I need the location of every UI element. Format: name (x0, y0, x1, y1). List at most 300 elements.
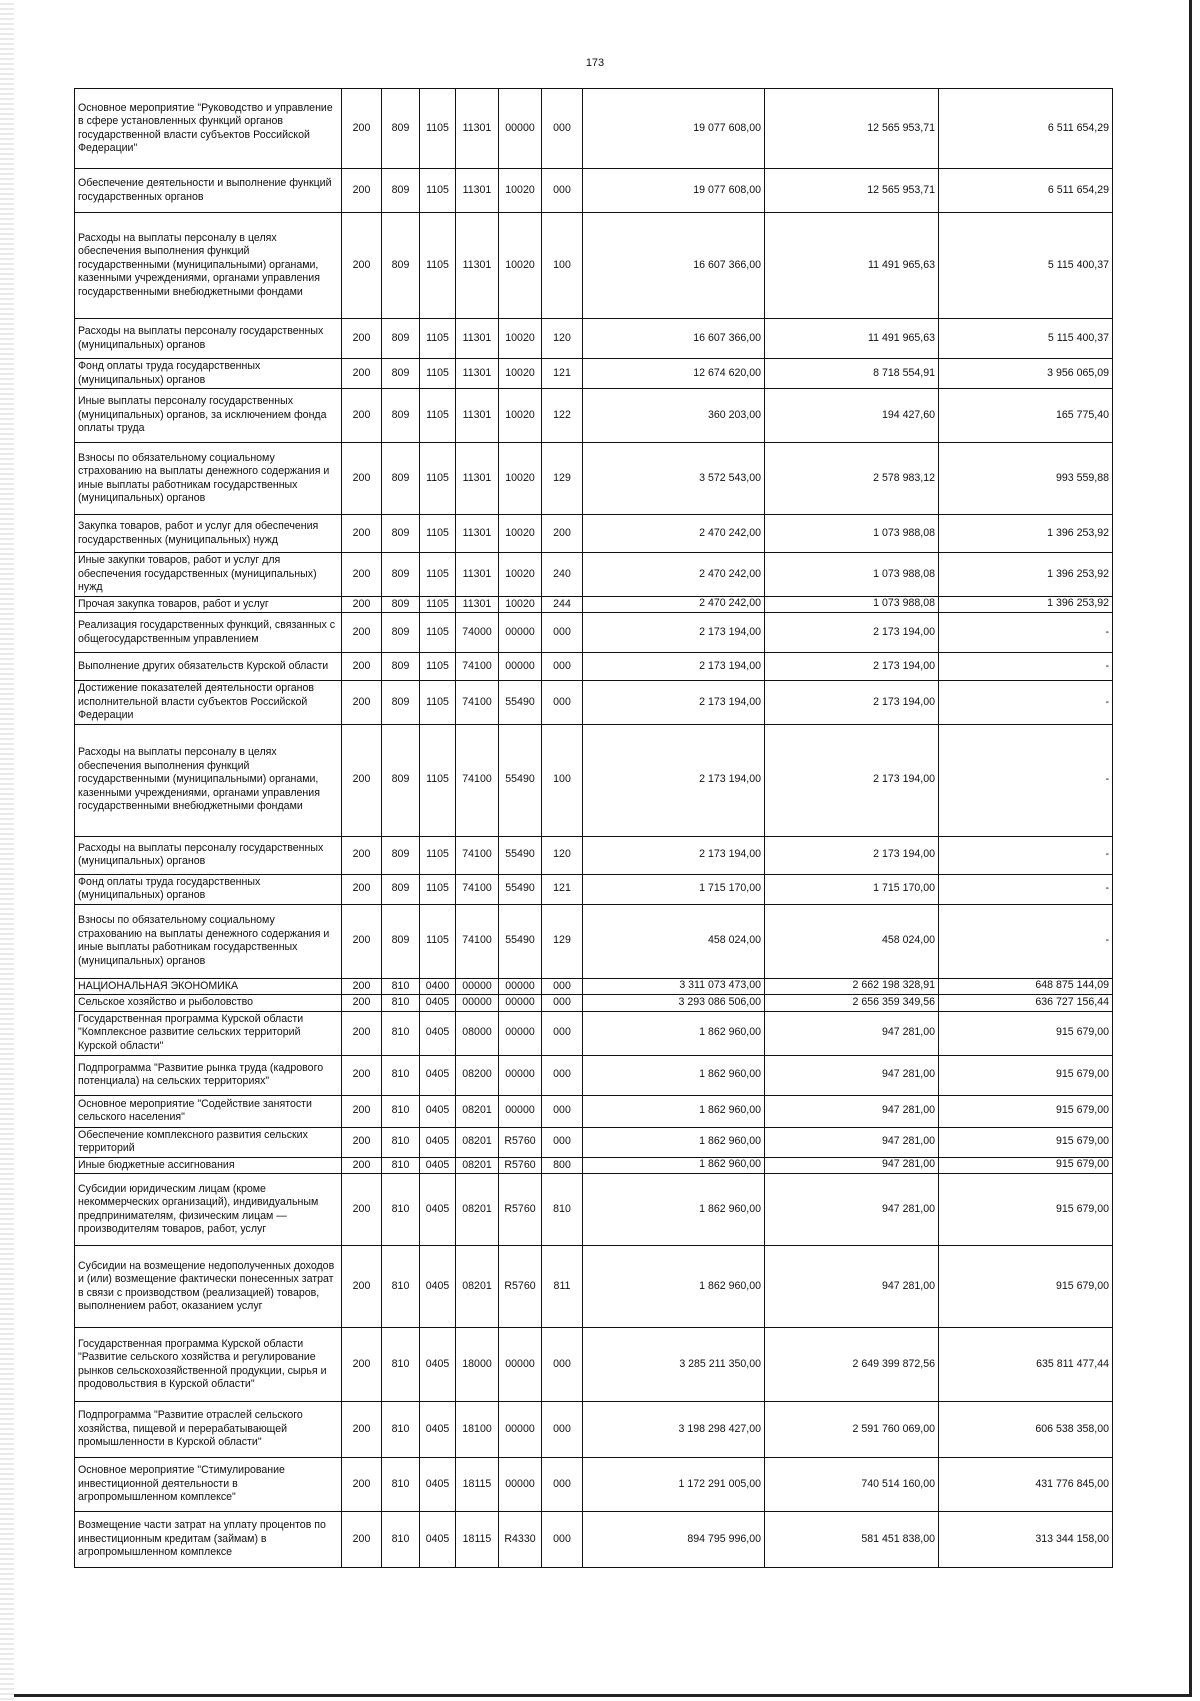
amount-executed: 947 281,00 (765, 1174, 939, 1246)
amount-plan: 2 173 194,00 (583, 653, 765, 681)
code-direction: 10020 (499, 596, 542, 613)
code-ministry: 809 (382, 515, 420, 553)
amount-executed: 1 715 170,00 (765, 874, 939, 904)
amount-plan: 19 077 608,00 (583, 89, 765, 169)
amount-remaining: 431 776 845,00 (939, 1458, 1113, 1512)
row-description: Выполнение других обязательств Курской области (75, 653, 342, 681)
amount-executed: 581 451 838,00 (765, 1512, 939, 1568)
amount-executed: 2 649 399 872,56 (765, 1328, 939, 1402)
amount-remaining: 915 679,00 (939, 1127, 1113, 1157)
amount-executed: 8 718 554,91 (765, 359, 939, 389)
code-expense-type: 240 (542, 553, 583, 597)
code-direction: R4330 (499, 1512, 542, 1568)
code-admin: 200 (342, 724, 382, 836)
amount-executed: 740 514 160,00 (765, 1458, 939, 1512)
code-ministry: 810 (382, 978, 420, 995)
row-description: Расходы на выплаты персоналу государственных (муниципальных) органов (75, 319, 342, 359)
code-expense-type: 129 (542, 443, 583, 515)
code-ministry: 809 (382, 359, 420, 389)
code-section: 1105 (420, 213, 456, 319)
code-section: 1105 (420, 874, 456, 904)
code-section: 0405 (420, 1174, 456, 1246)
row-description: Субсидии на возмещение недополученных доходов и (или) возмещение фактически понесенных затрат в связи с производством (реализацией) товаров, выполнением работ, оказанием услуг (75, 1246, 342, 1328)
budget-table (74, 88, 1113, 1568)
code-section: 0405 (420, 1246, 456, 1328)
amount-executed: 2 662 198 328,91 (765, 978, 939, 995)
table-row (75, 359, 1113, 389)
code-admin: 200 (342, 653, 382, 681)
code-ministry: 809 (382, 874, 420, 904)
code-program: 00000 (456, 978, 499, 995)
amount-executed: 2 173 194,00 (765, 681, 939, 725)
code-program: 11301 (456, 169, 499, 213)
code-admin: 200 (342, 596, 382, 613)
code-ministry: 809 (382, 613, 420, 653)
row-description: Расходы на выплаты персоналу в целях обеспечения выполнения функций государственными (муниципальными) органами, казенными учреждениями, органами управления государственными внебюджетными фондами (75, 213, 342, 319)
row-description: Взносы по обязательному социальному страхованию на выплаты денежного содержания и иные выплаты работникам государственных (муниципальных) органов (75, 904, 342, 978)
code-expense-type: 000 (542, 169, 583, 213)
row-description: Иные выплаты персоналу государственных (муниципальных) органов, за исключением фонда оплаты труда (75, 389, 342, 443)
table-row (75, 874, 1113, 904)
code-admin: 200 (342, 1011, 382, 1055)
amount-remaining: 993 559,88 (939, 443, 1113, 515)
table-row (75, 995, 1113, 1012)
amount-executed: 2 591 760 069,00 (765, 1402, 939, 1458)
amount-remaining: 915 679,00 (939, 1246, 1113, 1328)
code-section: 0405 (420, 995, 456, 1012)
code-expense-type: 000 (542, 1328, 583, 1402)
table-row (75, 1011, 1113, 1055)
amount-plan: 360 203,00 (583, 389, 765, 443)
code-direction: 55490 (499, 724, 542, 836)
code-program: 74100 (456, 904, 499, 978)
code-section: 0405 (420, 1055, 456, 1095)
code-expense-type: 121 (542, 874, 583, 904)
code-ministry: 810 (382, 1011, 420, 1055)
code-admin: 200 (342, 874, 382, 904)
table-row (75, 978, 1113, 995)
amount-remaining: - (939, 724, 1113, 836)
amount-remaining: - (939, 613, 1113, 653)
code-program: 08201 (456, 1127, 499, 1157)
amount-remaining: 3 956 065,09 (939, 359, 1113, 389)
code-direction: 00000 (499, 978, 542, 995)
code-ministry: 810 (382, 1246, 420, 1328)
code-program: 08201 (456, 1095, 499, 1127)
amount-executed: 947 281,00 (765, 1246, 939, 1328)
code-section: 0405 (420, 1402, 456, 1458)
code-program: 11301 (456, 89, 499, 169)
code-admin: 200 (342, 1512, 382, 1568)
code-ministry: 810 (382, 1157, 420, 1174)
code-admin: 200 (342, 1402, 382, 1458)
table-row (75, 596, 1113, 613)
amount-plan: 16 607 366,00 (583, 213, 765, 319)
amount-plan: 3 311 073 473,00 (583, 978, 765, 995)
row-description: Закупка товаров, работ и услуг для обеспечения государственных (муниципальных) нужд (75, 515, 342, 553)
code-direction: 55490 (499, 904, 542, 978)
code-expense-type: 000 (542, 653, 583, 681)
code-program: 11301 (456, 596, 499, 613)
code-program: 11301 (456, 319, 499, 359)
code-direction: 10020 (499, 515, 542, 553)
code-admin: 200 (342, 1095, 382, 1127)
amount-executed: 2 173 194,00 (765, 724, 939, 836)
amount-remaining: 606 538 358,00 (939, 1402, 1113, 1458)
code-program: 08201 (456, 1246, 499, 1328)
amount-executed: 11 491 965,63 (765, 213, 939, 319)
row-description: Основное мероприятие "Стимулирование инвестиционной деятельности в агропромышленном комплексе" (75, 1458, 342, 1512)
amount-executed: 2 173 194,00 (765, 836, 939, 874)
code-program: 11301 (456, 515, 499, 553)
code-section: 1105 (420, 904, 456, 978)
amount-executed: 947 281,00 (765, 1095, 939, 1127)
amount-executed: 458 024,00 (765, 904, 939, 978)
code-expense-type: 244 (542, 596, 583, 613)
code-direction: R5760 (499, 1157, 542, 1174)
amount-executed: 12 565 953,71 (765, 89, 939, 169)
code-section: 0405 (420, 1512, 456, 1568)
table-row (75, 169, 1113, 213)
code-ministry: 809 (382, 904, 420, 978)
amount-remaining: 915 679,00 (939, 1174, 1113, 1246)
code-program: 18000 (456, 1328, 499, 1402)
code-section: 1105 (420, 596, 456, 613)
code-direction: 10020 (499, 389, 542, 443)
code-direction: 00000 (499, 1328, 542, 1402)
amount-remaining: 915 679,00 (939, 1011, 1113, 1055)
amount-plan: 3 285 211 350,00 (583, 1328, 765, 1402)
code-admin: 200 (342, 681, 382, 725)
code-admin: 200 (342, 978, 382, 995)
amount-executed: 2 578 983,12 (765, 443, 939, 515)
amount-plan: 16 607 366,00 (583, 319, 765, 359)
code-direction: 10020 (499, 319, 542, 359)
amount-remaining: - (939, 874, 1113, 904)
row-description: Фонд оплаты труда государственных (муниципальных) органов (75, 359, 342, 389)
code-program: 18115 (456, 1512, 499, 1568)
code-expense-type: 100 (542, 724, 583, 836)
amount-remaining: - (939, 681, 1113, 725)
table-row (75, 681, 1113, 725)
code-admin: 200 (342, 836, 382, 874)
table-row (75, 1174, 1113, 1246)
table-row (75, 389, 1113, 443)
code-section: 0405 (420, 1127, 456, 1157)
code-direction: 00000 (499, 653, 542, 681)
code-admin: 200 (342, 319, 382, 359)
code-admin: 200 (342, 89, 382, 169)
amount-remaining: - (939, 904, 1113, 978)
code-expense-type: 811 (542, 1246, 583, 1328)
code-section: 1105 (420, 319, 456, 359)
code-program: 08201 (456, 1174, 499, 1246)
row-description: Иные закупки товаров, работ и услуг для обеспечения государственных (муниципальных) нужд (75, 553, 342, 597)
code-direction: 00000 (499, 1011, 542, 1055)
code-admin: 200 (342, 995, 382, 1012)
amount-remaining: 915 679,00 (939, 1095, 1113, 1127)
amount-remaining: 5 115 400,37 (939, 319, 1113, 359)
code-section: 1105 (420, 89, 456, 169)
amount-plan: 1 862 960,00 (583, 1246, 765, 1328)
code-direction: 10020 (499, 359, 542, 389)
table-row (75, 553, 1113, 597)
row-description: НАЦИОНАЛЬНАЯ ЭКОНОМИКА (75, 978, 342, 995)
table-row (75, 1095, 1113, 1127)
code-direction: 00000 (499, 613, 542, 653)
code-section: 1105 (420, 613, 456, 653)
code-expense-type: 200 (542, 515, 583, 553)
code-direction: 55490 (499, 681, 542, 725)
scan-left-edge (0, 0, 14, 1701)
amount-plan: 894 795 996,00 (583, 1512, 765, 1568)
amount-plan: 2 173 194,00 (583, 836, 765, 874)
code-expense-type: 129 (542, 904, 583, 978)
row-description: Достижение показателей деятельности органов исполнительной власти субъектов Российской Федерации (75, 681, 342, 725)
code-ministry: 809 (382, 389, 420, 443)
code-expense-type: 810 (542, 1174, 583, 1246)
amount-executed: 11 491 965,63 (765, 319, 939, 359)
amount-remaining: 1 396 253,92 (939, 596, 1113, 613)
row-description: Подпрограмма "Развитие отраслей сельского хозяйства, пищевой и перерабатывающей промышленности в Курской области" (75, 1402, 342, 1458)
code-section: 1105 (420, 653, 456, 681)
code-ministry: 809 (382, 596, 420, 613)
amount-plan: 3 293 086 506,00 (583, 995, 765, 1012)
amount-executed: 1 073 988,08 (765, 596, 939, 613)
amount-executed: 1 073 988,08 (765, 515, 939, 553)
amount-plan: 1 715 170,00 (583, 874, 765, 904)
code-program: 18100 (456, 1402, 499, 1458)
code-program: 74000 (456, 613, 499, 653)
code-direction: 00000 (499, 89, 542, 169)
code-expense-type: 000 (542, 978, 583, 995)
code-program: 00000 (456, 995, 499, 1012)
code-program: 74100 (456, 724, 499, 836)
page-number: 173 (585, 57, 605, 69)
code-section: 0400 (420, 978, 456, 995)
amount-plan: 2 470 242,00 (583, 515, 765, 553)
code-admin: 200 (342, 904, 382, 978)
code-section: 0405 (420, 1011, 456, 1055)
code-ministry: 809 (382, 443, 420, 515)
amount-plan: 1 862 960,00 (583, 1055, 765, 1095)
table-body (75, 89, 1113, 1568)
code-ministry: 809 (382, 836, 420, 874)
table-row (75, 1157, 1113, 1174)
amount-plan: 2 470 242,00 (583, 596, 765, 613)
row-description: Реализация государственных функций, связанных с общегосударственным управлением (75, 613, 342, 653)
amount-remaining: 1 396 253,92 (939, 553, 1113, 597)
code-direction: 00000 (499, 1458, 542, 1512)
code-program: 08201 (456, 1157, 499, 1174)
code-section: 1105 (420, 443, 456, 515)
code-expense-type: 120 (542, 319, 583, 359)
amount-remaining: 915 679,00 (939, 1157, 1113, 1174)
row-description: Субсидии юридическим лицам (кроме некоммерческих организаций), индивидуальным предпринимателям, физическим лицам — производителям товаров, работ, услуг (75, 1174, 342, 1246)
code-admin: 200 (342, 613, 382, 653)
code-ministry: 810 (382, 1402, 420, 1458)
table-row (75, 1127, 1113, 1157)
table-row (75, 89, 1113, 169)
table-row (75, 515, 1113, 553)
code-section: 1105 (420, 515, 456, 553)
code-admin: 200 (342, 389, 382, 443)
code-direction: 10020 (499, 169, 542, 213)
code-ministry: 809 (382, 724, 420, 836)
code-program: 18115 (456, 1458, 499, 1512)
code-ministry: 809 (382, 169, 420, 213)
amount-remaining: 165 775,40 (939, 389, 1113, 443)
amount-plan: 1 862 960,00 (583, 1011, 765, 1055)
code-program: 11301 (456, 443, 499, 515)
code-program: 74100 (456, 653, 499, 681)
code-direction: R5760 (499, 1174, 542, 1246)
amount-executed: 12 565 953,71 (765, 169, 939, 213)
code-section: 0405 (420, 1095, 456, 1127)
amount-executed: 2 173 194,00 (765, 613, 939, 653)
row-description: Прочая закупка товаров, работ и услуг (75, 596, 342, 613)
code-ministry: 810 (382, 1055, 420, 1095)
code-program: 11301 (456, 553, 499, 597)
code-section: 1105 (420, 169, 456, 213)
row-description: Основное мероприятие "Содействие занятости сельского населения" (75, 1095, 342, 1127)
amount-executed: 947 281,00 (765, 1157, 939, 1174)
code-direction: 10020 (499, 443, 542, 515)
row-description: Основное мероприятие "Руководство и управление в сфере установленных функций органов государственной власти субъектов Российской Федерации" (75, 89, 342, 169)
amount-plan: 1 862 960,00 (583, 1127, 765, 1157)
code-ministry: 809 (382, 681, 420, 725)
code-program: 11301 (456, 359, 499, 389)
code-admin: 200 (342, 359, 382, 389)
code-ministry: 810 (382, 1512, 420, 1568)
code-expense-type: 000 (542, 1011, 583, 1055)
table-row (75, 1458, 1113, 1512)
code-direction: 00000 (499, 1095, 542, 1127)
code-admin: 200 (342, 169, 382, 213)
amount-plan: 19 077 608,00 (583, 169, 765, 213)
amount-remaining: 6 511 654,29 (939, 169, 1113, 213)
code-expense-type: 120 (542, 836, 583, 874)
amount-plan: 1 862 960,00 (583, 1095, 765, 1127)
code-admin: 200 (342, 1458, 382, 1512)
code-ministry: 810 (382, 1127, 420, 1157)
amount-executed: 947 281,00 (765, 1127, 939, 1157)
code-ministry: 809 (382, 653, 420, 681)
table-row (75, 836, 1113, 874)
row-description: Государственная программа Курской области "Комплексное развитие сельских территорий Курской области" (75, 1011, 342, 1055)
code-expense-type: 000 (542, 1055, 583, 1095)
code-section: 0405 (420, 1328, 456, 1402)
code-ministry: 810 (382, 1095, 420, 1127)
row-description: Иные бюджетные ассигнования (75, 1157, 342, 1174)
code-expense-type: 000 (542, 1458, 583, 1512)
code-expense-type: 000 (542, 89, 583, 169)
table-row (75, 1328, 1113, 1402)
amount-remaining: 6 511 654,29 (939, 89, 1113, 169)
code-expense-type: 000 (542, 1095, 583, 1127)
code-program: 11301 (456, 213, 499, 319)
amount-remaining: 915 679,00 (939, 1055, 1113, 1095)
code-program: 08200 (456, 1055, 499, 1095)
code-admin: 200 (342, 1127, 382, 1157)
code-section: 1105 (420, 389, 456, 443)
code-ministry: 809 (382, 319, 420, 359)
code-direction: R5760 (499, 1246, 542, 1328)
row-description: Обеспечение комплексного развития сельских территорий (75, 1127, 342, 1157)
code-expense-type: 122 (542, 389, 583, 443)
code-ministry: 809 (382, 213, 420, 319)
code-program: 74100 (456, 681, 499, 725)
code-ministry: 809 (382, 89, 420, 169)
row-description: Фонд оплаты труда государственных (муниципальных) органов (75, 874, 342, 904)
amount-executed: 194 427,60 (765, 389, 939, 443)
row-description: Расходы на выплаты персоналу государственных (муниципальных) органов (75, 836, 342, 874)
table-row (75, 613, 1113, 653)
row-description: Взносы по обязательному социальному страхованию на выплаты денежного содержания и иные выплаты работникам государственных (муниципальных) органов (75, 443, 342, 515)
amount-plan: 1 172 291 005,00 (583, 1458, 765, 1512)
amount-remaining: 1 396 253,92 (939, 515, 1113, 553)
amount-remaining: 648 875 144,09 (939, 978, 1113, 995)
table-row (75, 724, 1113, 836)
amount-remaining: - (939, 653, 1113, 681)
amount-executed: 947 281,00 (765, 1011, 939, 1055)
code-admin: 200 (342, 1157, 382, 1174)
code-section: 1105 (420, 836, 456, 874)
table-row (75, 1512, 1113, 1568)
amount-plan: 3 572 543,00 (583, 443, 765, 515)
amount-plan: 2 173 194,00 (583, 613, 765, 653)
table-row (75, 213, 1113, 319)
table-row (75, 653, 1113, 681)
amount-executed: 1 073 988,08 (765, 553, 939, 597)
code-program: 74100 (456, 836, 499, 874)
code-admin: 200 (342, 553, 382, 597)
code-admin: 200 (342, 1246, 382, 1328)
amount-plan: 2 173 194,00 (583, 724, 765, 836)
amount-plan: 458 024,00 (583, 904, 765, 978)
code-ministry: 810 (382, 1458, 420, 1512)
code-admin: 200 (342, 1055, 382, 1095)
code-admin: 200 (342, 515, 382, 553)
code-expense-type: 121 (542, 359, 583, 389)
code-direction: 10020 (499, 213, 542, 319)
code-direction: 10020 (499, 553, 542, 597)
amount-plan: 2 173 194,00 (583, 681, 765, 725)
code-section: 1105 (420, 553, 456, 597)
code-section: 0405 (420, 1458, 456, 1512)
code-direction: 00000 (499, 995, 542, 1012)
code-expense-type: 000 (542, 1402, 583, 1458)
amount-remaining: 5 115 400,37 (939, 213, 1113, 319)
amount-plan: 1 862 960,00 (583, 1174, 765, 1246)
code-direction: 55490 (499, 874, 542, 904)
code-direction: R5760 (499, 1127, 542, 1157)
code-program: 11301 (456, 389, 499, 443)
amount-remaining: 636 727 156,44 (939, 995, 1113, 1012)
code-ministry: 809 (382, 553, 420, 597)
table-row (75, 1055, 1113, 1095)
row-description: Государственная программа Курской области "Развитие сельского хозяйства и регулирование рынков сельскохозяйственной продукции, сырья и продовольствия в Курской области" (75, 1328, 342, 1402)
code-direction: 55490 (499, 836, 542, 874)
table-row (75, 904, 1113, 978)
amount-executed: 2 656 359 349,56 (765, 995, 939, 1012)
table-row (75, 1402, 1113, 1458)
amount-plan: 2 470 242,00 (583, 553, 765, 597)
code-section: 1105 (420, 724, 456, 836)
amount-remaining: - (939, 836, 1113, 874)
code-expense-type: 100 (542, 213, 583, 319)
table-row (75, 1246, 1113, 1328)
